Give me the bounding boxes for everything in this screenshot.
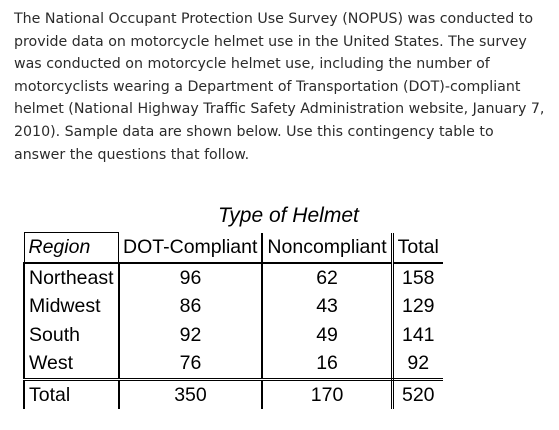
grand-total: 520 <box>401 383 435 406</box>
cell-total: 92 <box>392 349 443 379</box>
intro-paragraph: The National Occupant Protection Use Survey (NOPUS) was conducted to provide data on motorcycle helmet use in the United States. The survey was conducted on motorcycle helmet use, including the number of motorcyclists wearing a Department of Transportation (DOT)-compliant helmet (National Highway Traffic Safety Administration website, January 7, 2010). Sample data are shown below. Use this contingency table to answer the questions that follow. <box>14 11 545 163</box>
cell-noncompliant: 49 <box>262 321 392 350</box>
total-dot: 350 <box>119 379 263 409</box>
header-total: Total <box>392 233 443 263</box>
total-noncompliant: 170 <box>262 379 392 409</box>
cell-region: West <box>24 349 119 379</box>
helmet-contingency-table <box>23 232 443 409</box>
cell-dot: 92 <box>119 321 263 350</box>
cell-dot: 96 <box>119 263 263 293</box>
table-row <box>24 349 443 379</box>
cell-noncompliant: 43 <box>262 292 392 321</box>
cell-dot: 86 <box>119 292 263 321</box>
table-total-row <box>24 379 443 409</box>
cell-region: South <box>24 321 119 350</box>
cell-total: 129 <box>401 295 435 318</box>
cell-noncompliant: 62 <box>262 263 392 293</box>
type-of-helmet-header: Type of Helmet <box>218 204 359 227</box>
header-dot-compliant: DOT-Compliant <box>119 233 263 263</box>
table-header-row <box>24 233 443 263</box>
header-region: Region <box>24 233 119 263</box>
table-row <box>24 263 443 293</box>
total-row-label: Total <box>24 379 119 409</box>
cell-noncompliant: 16 <box>262 349 392 379</box>
table-row <box>24 321 443 350</box>
cell-region: Northeast <box>24 263 119 293</box>
cell-dot: 76 <box>119 349 263 379</box>
cell-total: 141 <box>401 323 435 346</box>
cell-total: 158 <box>401 266 435 289</box>
table-row <box>24 292 443 321</box>
cell-region: Midwest <box>24 292 119 321</box>
header-noncompliant: Noncompliant <box>262 233 392 263</box>
